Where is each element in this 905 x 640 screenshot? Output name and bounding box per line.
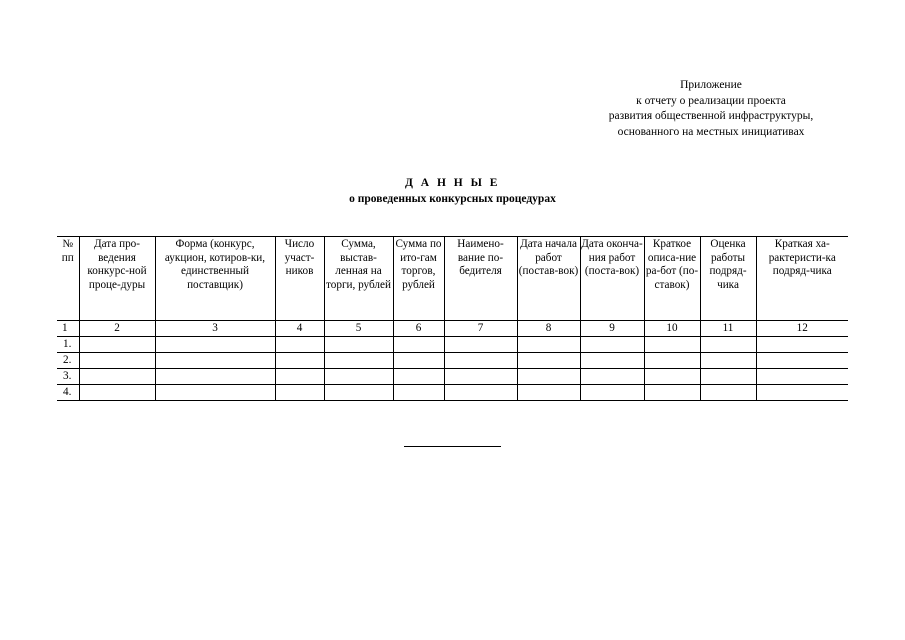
header-cell-date: Дата про-ведения конкурс-ной проце-дуры	[79, 237, 155, 321]
table-cell	[324, 369, 393, 385]
row-number: 2.	[57, 353, 79, 369]
column-number: 4	[275, 321, 324, 337]
table-cell	[444, 337, 517, 353]
table-row	[57, 369, 848, 385]
table-cell	[517, 385, 580, 401]
procedures-table	[57, 236, 848, 401]
table-cell	[580, 353, 644, 369]
table-cell	[580, 369, 644, 385]
table-cell	[393, 385, 444, 401]
column-number: 11	[700, 321, 756, 337]
table-row	[57, 385, 848, 401]
table-cell	[644, 337, 700, 353]
header-cell-number: № пп	[57, 237, 79, 321]
header-cell-form: Форма (конкурс, аукцион, котиров-ки, единственный поставщик)	[155, 237, 275, 321]
table-cell	[324, 337, 393, 353]
table-cell	[275, 385, 324, 401]
column-number-row	[57, 321, 848, 337]
table-cell	[517, 369, 580, 385]
header-cell-description: Краткое описа-ние ра-бот (по-ставок)	[644, 237, 700, 321]
header-cell-assessment: Оценка работы подряд-чика	[700, 237, 756, 321]
appendix-line: Приложение	[680, 79, 742, 91]
table-cell	[275, 369, 324, 385]
table-cell	[756, 369, 848, 385]
column-number: 8	[517, 321, 580, 337]
table-cell	[155, 369, 275, 385]
column-number: 9	[580, 321, 644, 337]
table-cell	[700, 353, 756, 369]
column-number: 3	[155, 321, 275, 337]
header-cell-result-sum: Сумма по ито-гам торгов, рублей	[393, 237, 444, 321]
table-cell	[517, 337, 580, 353]
appendix-note	[560, 78, 862, 140]
table-cell	[700, 385, 756, 401]
table-cell	[444, 353, 517, 369]
document-title	[250, 175, 655, 207]
table-cell	[155, 353, 275, 369]
table-cell	[393, 369, 444, 385]
table-cell	[644, 369, 700, 385]
table-cell	[580, 385, 644, 401]
title-subtitle: о проведенных конкурсных процедурах	[349, 193, 556, 205]
table-row	[57, 337, 848, 353]
table-cell	[756, 337, 848, 353]
table-cell	[275, 353, 324, 369]
table-cell	[517, 353, 580, 369]
row-number: 1.	[57, 337, 79, 353]
row-number: 3.	[57, 369, 79, 385]
table-cell	[79, 369, 155, 385]
column-number: 2	[79, 321, 155, 337]
table-cell	[393, 353, 444, 369]
table-cell	[700, 337, 756, 353]
table-row	[57, 353, 848, 369]
column-number: 7	[444, 321, 517, 337]
table-cell	[155, 337, 275, 353]
column-number: 1	[57, 321, 79, 337]
title-main: Д А Н Н Ы Е	[405, 177, 500, 189]
table-cell	[79, 385, 155, 401]
header-row	[57, 237, 848, 321]
header-cell-start-sum: Сумма, выстав-ленная на торги, рублей	[324, 237, 393, 321]
table-cell	[275, 337, 324, 353]
column-number: 12	[756, 321, 848, 337]
table-cell	[324, 353, 393, 369]
table-cell	[756, 385, 848, 401]
table-cell	[444, 385, 517, 401]
header-cell-participants: Число участ-ников	[275, 237, 324, 321]
table-cell	[644, 353, 700, 369]
appendix-line: основанного на местных инициативах	[617, 125, 805, 138]
header-cell-characteristic: Краткая ха-рактеристи-ка подряд-чика	[756, 237, 848, 321]
appendix-line: к отчету о реализации проекта	[636, 94, 786, 107]
table-cell	[393, 337, 444, 353]
table-cell	[79, 353, 155, 369]
header-cell-end-date: Дата оконча-ния работ (поста-вок)	[580, 237, 644, 321]
table-cell	[756, 353, 848, 369]
table-cell	[580, 337, 644, 353]
table-cell	[444, 369, 517, 385]
table-cell	[324, 385, 393, 401]
table-cell	[79, 337, 155, 353]
header-cell-start-date: Дата начала работ (постав-вок)	[517, 237, 580, 321]
header-cell-winner: Наимено-вание по-бедителя	[444, 237, 517, 321]
table-cell	[644, 385, 700, 401]
table-cell	[700, 369, 756, 385]
row-number: 4.	[57, 385, 79, 401]
table-cell	[155, 385, 275, 401]
appendix-line: развития общественной инфраструктуры,	[608, 110, 814, 122]
closing-rule	[404, 446, 501, 447]
column-number: 10	[644, 321, 700, 337]
column-number: 5	[324, 321, 393, 337]
column-number: 6	[393, 321, 444, 337]
